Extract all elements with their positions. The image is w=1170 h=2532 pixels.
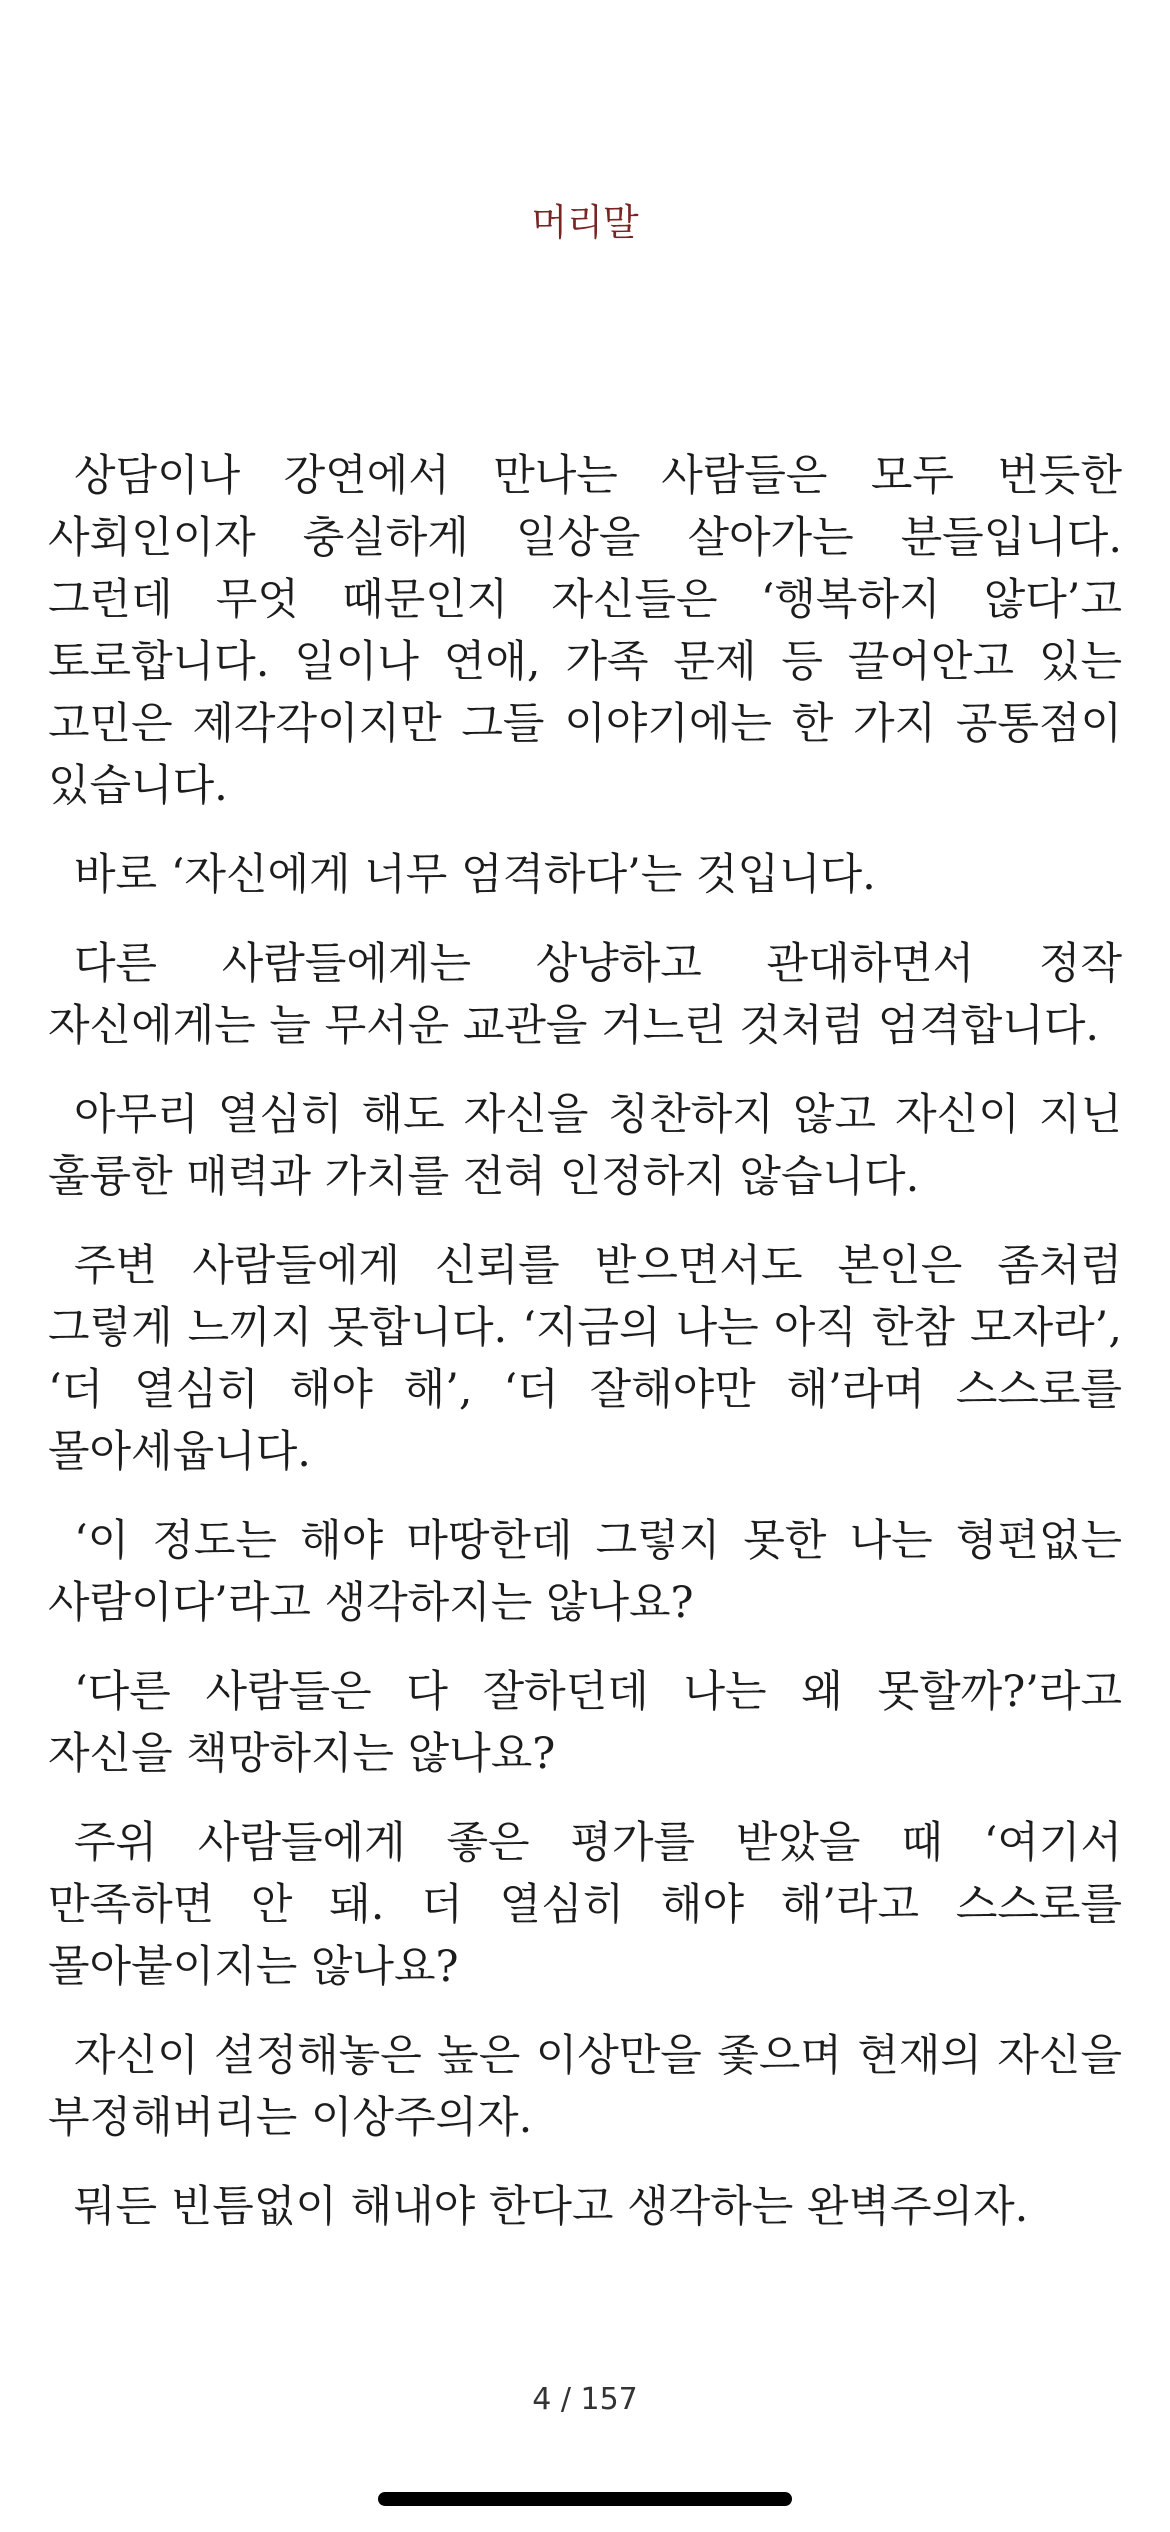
paragraph: 다른 사람들에게는 상냥하고 관대하면서 정작 자신에게는 늘 무서운 교관을 거느린 것처럼 엄격합니다. — [48, 939, 1122, 1051]
paragraph: 바로 ‘자신에게 너무 엄격하다’는 것입니다. — [74, 850, 876, 900]
paragraph: 주위 사람들에게 좋은 평가를 받았을 때 ‘여기서 만족하면 안 돼. 더 열심히 해야 해’라고 스스로를 몰아붙이지는 않나요? — [48, 1818, 1122, 1992]
paragraph: 아무리 열심히 해도 자신을 칭찬하지 않고 자신이 지닌 훌륭한 매력과 가치를 전혀 인정하지 않습니다. — [48, 1090, 1122, 1202]
paragraph: ‘이 정도는 해야 마땅한데 그렇지 못한 나는 형편없는 사람이다’라고 생각하지는 않나요? — [48, 1516, 1122, 1628]
paragraph: 상담이나 강연에서 만나는 사람들은 모두 번듯한 사회인이자 충실하게 일상을 살아가는 분들입니다. 그런데 무엇 때문인지 자신들은 ‘행복하지 않다’고 토로합니다. 일이나 연애, 가족 문제 등 끌어안고 있는 고민은 제각각이지만 그들 이야기에는 한 가지 공통점이 있습니다. — [48, 451, 1122, 811]
paragraph: 자신이 설정해놓은 높은 이상만을 좇으며 현재의 자신을 부정해버리는 이상주의자. — [48, 2031, 1122, 2143]
paragraph: 주변 사람들에게 신뢰를 받으면서도 본인은 좀처럼 그렇게 느끼지 못합니다. ‘지금의 나는 아직 한참 모자라’, ‘더 열심히 해야 해’, ‘더 잘해야만 해’라며 스스로를 몰아세웁니다. — [48, 1241, 1122, 1477]
paragraph: 뭐든 빈틈없이 해내야 한다고 생각하는 완벽주의자. — [74, 2182, 1029, 2232]
page-indicator: 4 / 157 — [532, 2382, 638, 2417]
chapter-title: 머리말 — [531, 201, 639, 244]
paragraph: ‘다른 사람들은 다 잘하던데 나는 왜 못할까?’라고 자신을 책망하지는 않나요? — [48, 1667, 1122, 1779]
home-indicator[interactable] — [378, 2492, 792, 2506]
page-text-area[interactable] — [48, 445, 1122, 2265]
